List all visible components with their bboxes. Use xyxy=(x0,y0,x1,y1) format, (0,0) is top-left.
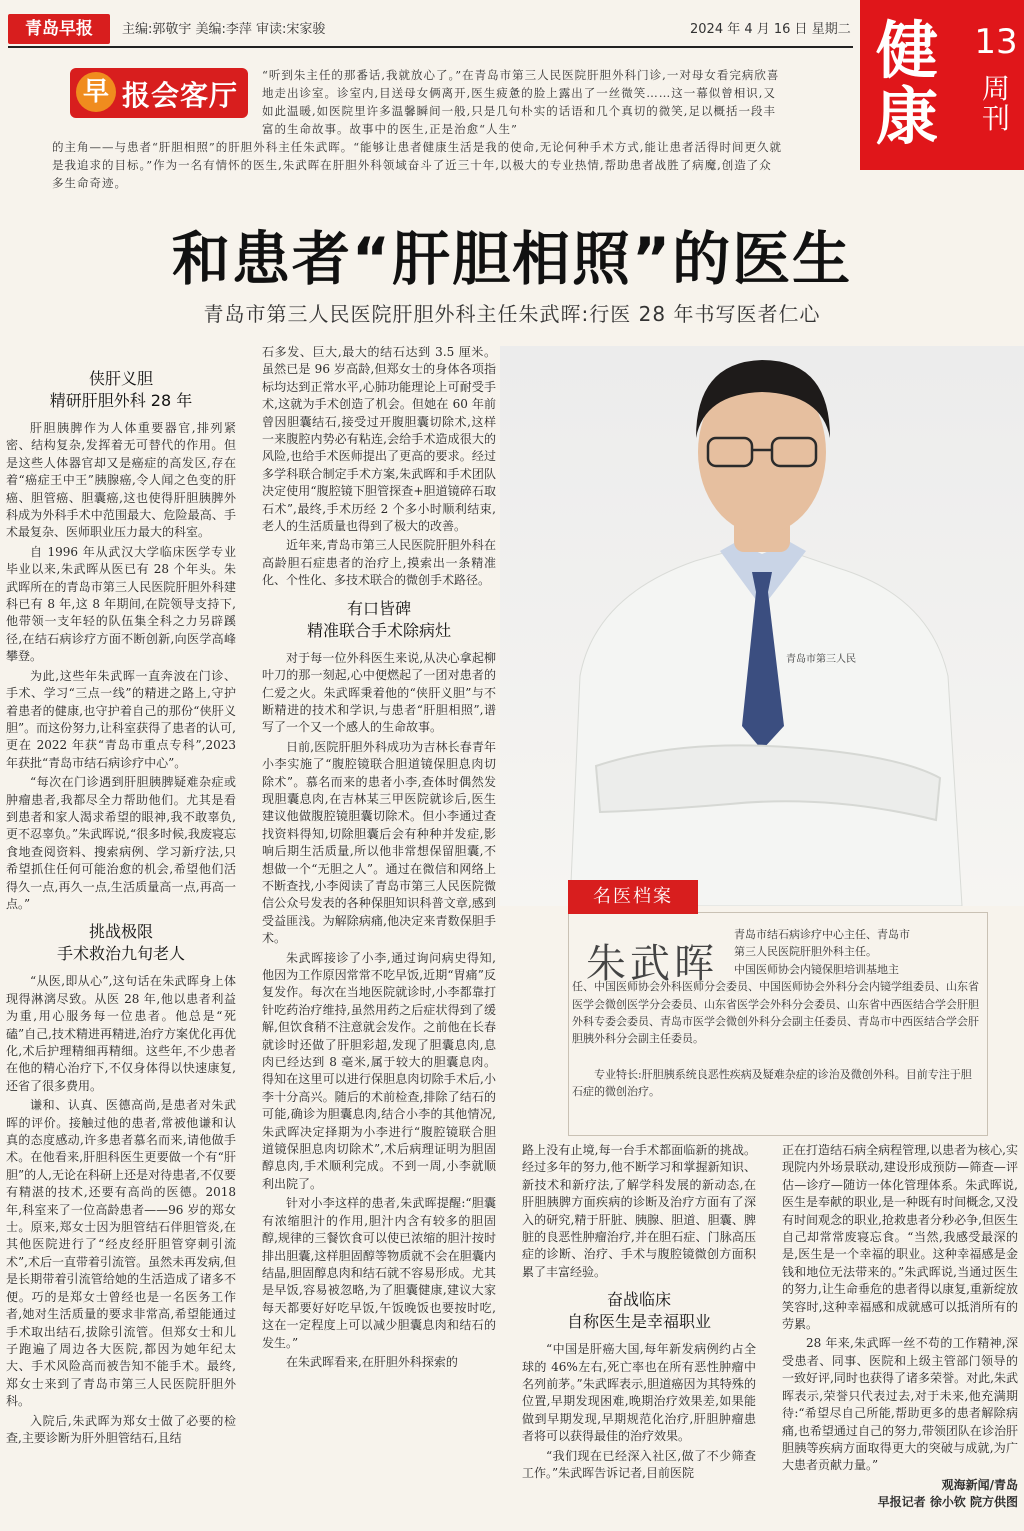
column-logo-badge: 早 xyxy=(76,72,116,112)
header-divider xyxy=(8,46,853,48)
section-heading-1-line2: 精研肝胆外科 28 年 xyxy=(49,391,193,410)
article-column-2 xyxy=(262,344,496,1373)
section-banner xyxy=(860,0,1024,170)
section-heading-4 xyxy=(522,1289,756,1333)
headline: 和患者“肝胆相照”的医生 xyxy=(171,225,853,293)
paragraph: 近年来,青岛市第三人民医院肝胆外科在高龄胆石症患者的治疗上,摸索出一条精准化、个性化、多技术联合的微创手术路径。 xyxy=(262,538,496,588)
byline-source: 观海新闻/青岛 xyxy=(941,1477,1018,1492)
section-name: 健康 xyxy=(875,14,938,153)
section-subtitle: 周刊 xyxy=(981,72,1010,135)
editor-credits: 主编:郭敬宇 美编:李萍 审读:宋家骏 xyxy=(122,22,326,37)
article-column-1 xyxy=(6,360,236,1449)
article-column-3 xyxy=(522,1142,756,1485)
paragraph: 谦和、认真、医德高尚,是患者对朱武晖的评价。接触过他的患者,常被他谦和认真的态度感动,许多患者慕名而来,请他做手术。在他看来,肝胆科医生更要做一个有“肝胆”的人,无论在科研上还是对待患者,不仅要有精湛的技术,还要有高尚的医德。2018 年,科室来了一位高龄患者——96 岁的郑女士。原来,郑女士因为胆管结石伴胆管炎,在其他医院进行了“经皮经肝胆管穿刺引流术”,术后一直带着引流管。虽然未再发病,但是长期带着引流管给她的生活造成了诸多不便。巧的是郑女士曾经也是一名医务工作者,她对生活质量的要求非常高,希望能通过手术取出结石,拔除引流管。但郑女士和儿子跑遍了周边各大医院,都因为她年纪太大、手术风险高而被告知不能手术。最终,郑女士来到了青岛市第三人民医院肝胆外科。 xyxy=(6,1098,236,1409)
paragraph: “中国是肝癌大国,每年新发病例约占全球的 46%左右,死亡率也在所有恶性肿瘤中名列前茅。”朱武晖表示,胆道癌因为其特殊的位置,早期发现困难,晚期治疗效果差,如果能做到早期发现,早期规范化治疗,肝胆肿瘤患者将可以获得最佳的治疗效果。 xyxy=(522,1342,756,1444)
profile-bio-line: 第三人民医院肝胆外科主任。 xyxy=(734,945,877,959)
article-column-4 xyxy=(782,1142,1018,1514)
column-logo xyxy=(70,68,248,118)
paragraph: 对于每一位外科医生来说,从决心拿起柳叶刀的那一刻起,心中便燃起了一团对患者的仁爱之火。朱武晖秉着他的“侠肝义胆”与不断精进的技术和学识,与患者“肝胆相照”,谱写了一个又一个感人的生命故事。 xyxy=(262,650,496,735)
paragraph: 路上没有止境,每一台手术都面临新的挑战。经过多年的努力,他不断学习和掌握新知识、新技术和新疗法,了解学科发展的新动态,在肝胆胰脾方面疾病的诊断及治疗方面有了深入的研究,精于肝脏、胰腺、胆道、胆囊、脾脏的良恶性肿瘤治疗,并在胆石症、门脉高压症的诊断、治疗、手术与腹腔镜微创方面积累了丰富经验。 xyxy=(522,1143,756,1279)
profile-bio-line: 任、中国医师协会外科医师分会委员、中国医师协会外科分会内镜学组委员、山东省医学会微创医学分会委员、山东省医学会外科分会委员、山东省中西医结合学会肝胆外科专委会委员、青岛市医学会微创外科分会副主任委员、青岛市中西医结合学会肝胆胰外科分会副主任委员。 xyxy=(572,980,979,1046)
paragraph: “我们现在已经深入社区,做了不少筛查工作。”朱武晖告诉记者,目前医院 xyxy=(522,1448,756,1481)
section-heading-3-line1: 有口皆碑 xyxy=(346,598,411,618)
paragraph: 石多发、巨大,最大的结石达到 3.5 厘米。虽然已是 96 岁高龄,但郑女士的身体各项指标均达到正常水平,心肺功能理论上可耐受手术,这就为手术创造了机会。但她在 60 年前曾因胆囊结石,接受过开腹胆囊切除术,这样一来腹腔内势必有粘连,会给手术造成很大的风险,也给手术医师提出了更高的要求。经过多学科联合制定手术方案,朱武晖和手术团队决定使用“腹腔镜下胆管探查+胆道镜碎石取石术”,最终,手术历经 2 个多小时顺利结束,老人的生活质量也得到了极大的改善。 xyxy=(262,345,496,534)
lead-paragraph-upper: “听到朱主任的那番话,我就放心了。”在青岛市第三人民医院肝胆外科门诊,一对母女看完病欣喜地走出诊室。诊室内,目送母女俩离开,医生疲惫的脸上露出了一丝微笑……这一幕似曾相识,又如此温暖,如医院里许多温馨瞬间一般,只是几句朴实的话语和几个真切的微笑,足以概括一段丰富的生命故事。故事中的医生,正是治愈“人生” xyxy=(262,68,780,136)
paragraph: 肝胆胰脾作为人体重要器官,排列紧密、结构复杂,发挥着无可替代的作用。但是这些人体器官却又是癌症的高发区,存在着“癌症王中王”胰腺癌,令人闻之色变的肝癌、胆管癌、胆囊癌,这也使得肝胆胰脾外科成为外科手术中范围最大、危险最高、手术最复杂、医师职业压力最大的科室。 xyxy=(6,421,236,540)
section-heading-4-line1: 奋战临床 xyxy=(606,1290,671,1310)
subheadline: 青岛市第三人民医院肝胆外科主任朱武晖:行医 28 年书写医者仁心 xyxy=(203,302,821,326)
paragraph: 自 1996 年从武汉大学临床医学专业毕业以来,朱武晖从医已有 28 个年头。朱武晖所在的青岛市第三人民医院肝胆外科建科已有 8 年,这 8 年期间,在院领导支持下,他带领一支年轻的队伍集全科之力另辟蹊径,在结石病诊疗方面不断创新,向医学高峰攀登。 xyxy=(6,544,236,664)
section-heading-4-line2: 自称医生是幸福职业 xyxy=(566,1312,711,1332)
paragraph: “每次在门诊遇到肝胆胰脾疑难杂症或肿瘤患者,我都尽全力帮助他们。尤其是看到患者和家人渴求希望的眼神,我不敢辜负,更不忍辜负。”朱武晖说,“很多时候,我废寝忘食地查阅资料、搜索病例、学习新疗法,只希望抓住任何可能治愈的机会,希望他们活得久一点,再久一点,生活质量高一点,再高一点。” xyxy=(6,775,236,911)
paragraph: 28 年来,朱武晖一丝不苟的工作精神,深受患者、同事、医院和上级主管部门领导的一致好评,同时也获得了诸多荣誉。对此,朱武晖表示,荣誉只代表过去,对于未来,他充满期待:“希望尽自己所能,帮助更多的患者解除病痛,也希望通过自己的努力,带领团队在诊治肝胆胰等疾病方面取得更大的突破与成就,为广大患者贡献力量。” xyxy=(782,1336,1018,1473)
paragraph: 针对小李这样的患者,朱武晖提醒:“胆囊有浓缩胆汁的作用,胆汁内含有较多的胆固醇,规律的三餐饮食可以使已浓缩的胆汁按时排出胆囊,这样胆固醇等物质就不会在胆囊内结晶,胆固醇息肉和结石就不容易形成。尤其是早饭,容易被忽略,为了胆囊健康,建议大家每天都要好好吃早饭,午饭晚饭也要按时吃,这在一定程度上可以减少胆囊息肉和结石的发生。” xyxy=(262,1196,496,1350)
byline-authors: 早报记者 徐小钦 院方供图 xyxy=(877,1495,1018,1510)
section-heading-2-line2: 手术救治九旬老人 xyxy=(56,944,185,964)
paragraph: 日前,医院肝胆外科成功为吉林长春青年小李实施了“腹腔镜联合胆道镜保胆息肉切除术”。慕名而来的患者小李,查体时偶然发现胆囊息肉,在吉林某三甲医院就诊后,医生建议他做腹腔镜胆囊切除术。但小李通过查找资料得知,切除胆囊后会有种种并发症,影响后期生活质量,所以他非常想保留胆囊,不想做一个“无胆之人”。通过在微信和网络上不断查找,小李阅读了青岛市第三人民医院微信公众号发表的各种保胆知识科普文章,感到受益匪浅。为解除病痛,他决定来青数保胆手术。 xyxy=(262,739,496,946)
paragraph: 入院后,朱武晖为郑女士做了必要的检查,主要诊断为肝外胆管结石,且结 xyxy=(6,1413,236,1445)
profile-name: 朱武晖 xyxy=(586,941,718,987)
section-heading-2 xyxy=(6,921,236,965)
paragraph: 朱武晖接诊了小李,通过询问病史得知,他因为工作原因常常不吃早饭,近期“胃痛”反复发作。每次在当地医院就诊时,小李都靠打针吃药治疗维持,虽然用药之后症状得到了缓解,但饮食稍不注意就会发作。之前他在长春就诊时还做了肝胆彩超,发现了胆囊息肉,息肉已经达到 8 毫米,属于较大的胆囊息肉。得知在这里可以进行保胆息肉切除手术后,小李十分高兴。随后的术前检查,排除了结石的可能,确诊为胆囊息肉,结合小李的其他情况,朱武晖决定择期为小李进行“腹腔镜联合胆道镜保胆息肉切除术”,术后病理证明为胆固醇息肉,手术顺利完成。不到一周,小李就顺利出院了。 xyxy=(262,950,496,1191)
section-heading-3-line2: 精准联合手术除病灶 xyxy=(306,620,451,640)
paragraph: 为此,这些年朱武晖一直奔波在门诊、手术、学习“三点一线”的精进之路上,守护着患者的健康,也守护着自己的那份“侠肝义胆”。而这份努力,让科室获得了患者的认可,更在 2022 年获“青岛市重点专科”,2023 年获批“青岛市结石病诊疗中心”。 xyxy=(6,668,236,770)
paragraph: 正在打造结石病全病程管理,以患者为核心,实现院内外场景联动,建设形成预防—筛查—评估—诊疗—随访一体化管理体系。朱武晖说,医生是奉献的职业,是一种既有时间概念,又没有时间观念的职业,抢救患者分秒必争,但医生自己却常常废寝忘食。“当然,我感受最深的是,医生是一个幸福的职业。这种幸福感是金钱和地位无法带来的。”朱武晖说,当通过医生的努力,让生命垂危的患者得以康复,重新绽放笑容时,这种幸福感和成就感可以抵消所有的劳累。 xyxy=(782,1143,1018,1332)
page-number: 13 xyxy=(974,22,1018,62)
profile-bio-line: 中国医师协会内镜保胆培训基地主 xyxy=(734,962,899,976)
doctor-portrait-illustration xyxy=(500,346,1024,906)
section-heading-2-line1: 挑战极限 xyxy=(88,922,153,942)
byline xyxy=(782,1477,1018,1512)
section-heading-3 xyxy=(262,598,496,642)
paragraph: 在朱武晖看来,在肝胆外科探索的 xyxy=(286,1354,458,1369)
column-logo-text: 报会客厅 xyxy=(122,79,239,112)
paragraph: “从医,即从心”,这句话在朱武晖身上体现得淋漓尽致。从医 28 年,他以患者利益为重,用心服务每一位患者。他总是“死磕”自己,技术精进再精进,治疗方案优化再优化,术后护理精细再精细。这些年,不少患者在他的精心治疗下,不仅身体得以快速康复,还省了很多费用。 xyxy=(6,974,236,1093)
section-heading-1-line1: 侠肝义胆 xyxy=(88,369,153,388)
lead-paragraph-lower: 的主角——与患者“肝胆相照”的肝胆外科主任朱武晖。“能够让患者健康生活是我的使命,无论何种手术方式,能让患者活得时间更久就是我追求的目标。”作为一名有情怀的医生,朱武晖在肝胆外科领域奋斗了近三十年,以极大的专业热情,帮助患者战胜了病魔,创造了众多生命奇迹。 xyxy=(52,140,782,190)
profile-badge: 名医档案 xyxy=(568,880,698,914)
profile-specialty: 专业特长:肝胆胰系统良恶性疾病及疑难杂症的诊治及微创外科。目前专注于胆石症的微创治疗。 xyxy=(572,1068,972,1099)
profile-bio-line: 青岛市结石病诊疗中心主任、青岛市 xyxy=(734,928,910,941)
profile-bio xyxy=(572,926,980,1048)
doctor-photo xyxy=(500,346,1024,906)
coat-embroidery: 青岛市第三人民 xyxy=(786,654,856,665)
issue-date: 2024 年 4 月 16 日 星期二 xyxy=(690,22,851,37)
newspaper-logo: 青岛早报 xyxy=(8,14,110,44)
section-heading-1 xyxy=(6,368,236,412)
